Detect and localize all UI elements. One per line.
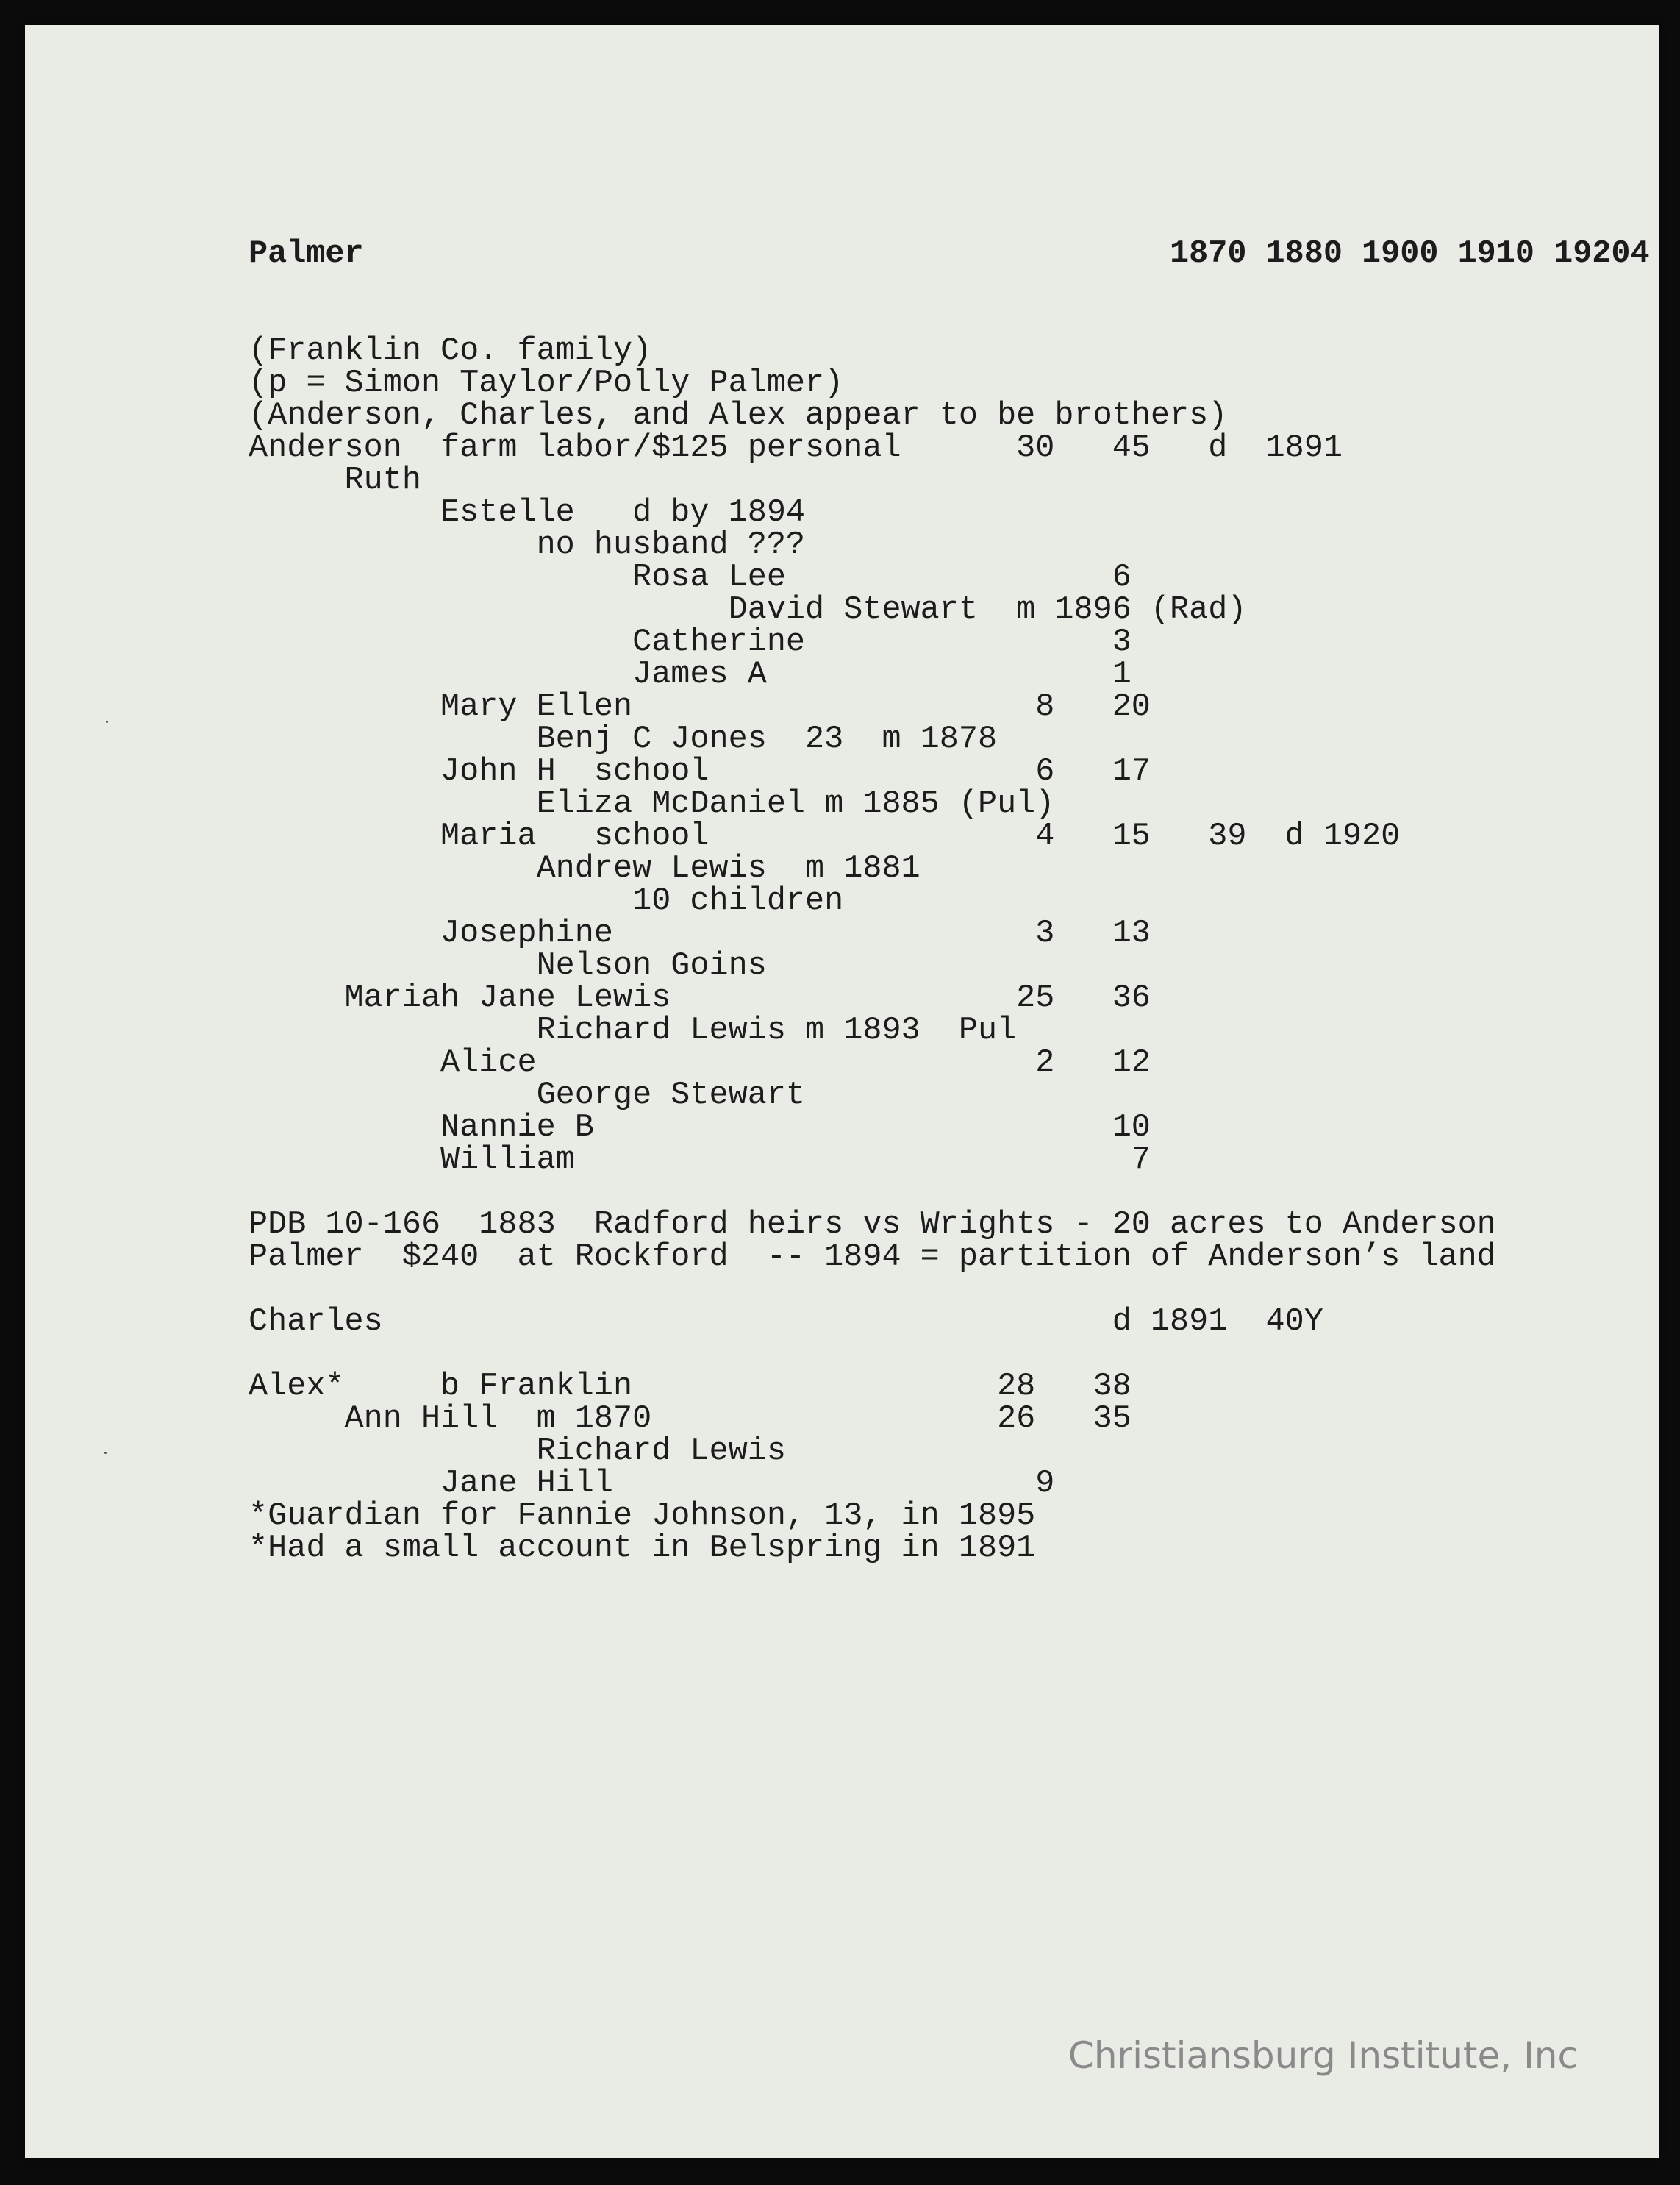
doc-line: Ann Hill m 1870 26 35 [249, 1401, 1132, 1437]
doc-line [249, 303, 1650, 335]
doc-line: Alex* b Franklin 28 38 [249, 1369, 1132, 1405]
doc-line: Nelson Goins [249, 948, 767, 984]
paper-speck [104, 1452, 107, 1454]
doc-line: Jane Hill 9 [249, 1466, 1055, 1502]
doc-line: Catherine 3 [249, 624, 1132, 660]
doc-line: no husband ??? [249, 527, 806, 563]
doc-line: Mariah Jane Lewis 25 36 [249, 980, 1151, 1016]
doc-line: Estelle d by 1894 [249, 495, 806, 531]
doc-line: James A 1 [249, 657, 1132, 693]
doc-line: 10 children [249, 883, 844, 919]
doc-line: Palmer $240 at Rockford -- 1894 = partition of Anderson’s land [249, 1239, 1496, 1275]
doc-line: Charles d 1891 40Y [249, 1304, 1323, 1340]
doc-line: *Had a small account in Belspring in 1891 [249, 1530, 1036, 1566]
doc-line: Anderson farm labor/$125 personal 30 45 d 1891 [249, 430, 1343, 466]
doc-line [249, 1339, 1650, 1371]
doc-line: George Stewart [249, 1077, 806, 1113]
doc-line: Maria school 4 15 39 d 1920 [249, 819, 1401, 855]
doc-line: PDB 10-166 1883 Radford heirs vs Wrights - 20 acres to Anderson [249, 1207, 1496, 1243]
paper-speck [106, 721, 108, 723]
doc-line: *Guardian for Fannie Johnson, 13, in 1895 [249, 1498, 1036, 1534]
doc-line: Eliza McDaniel m 1885 (Pul) [249, 786, 1055, 822]
doc-line: Palmer 1870 1880 1900 1910 19204 [249, 236, 1650, 272]
doc-line: Ruth [249, 463, 421, 499]
doc-line: Mary Ellen 8 20 [249, 689, 1151, 725]
doc-line: William 7 [249, 1142, 1151, 1178]
typed-record [249, 238, 1650, 1565]
doc-line: Richard Lewis m 1893 Pul [249, 1013, 1017, 1049]
doc-line: Josephine 3 13 [249, 916, 1151, 952]
doc-line: John H school 6 17 [249, 754, 1151, 790]
doc-line: (Anderson, Charles, and Alex appear to be brothers) [249, 398, 1228, 434]
doc-line: (p = Simon Taylor/Polly Palmer) [249, 366, 844, 402]
watermark-text: Christiansburg Institute, Inc [1068, 2034, 1578, 2077]
doc-line [249, 1177, 1650, 1209]
doc-line: Alice 2 12 [249, 1045, 1151, 1081]
doc-line [249, 1274, 1650, 1306]
doc-line: Richard Lewis [249, 1433, 786, 1469]
doc-line: Rosa Lee 6 [249, 560, 1132, 596]
doc-line: Benj C Jones 23 m 1878 [249, 721, 998, 758]
doc-line: Andrew Lewis m 1881 [249, 851, 921, 887]
doc-line [249, 271, 1650, 303]
doc-line: Nannie B 10 [249, 1110, 1151, 1146]
document-page [25, 25, 1659, 2158]
doc-line: (Franklin Co. family) [249, 333, 652, 369]
doc-line: David Stewart m 1896 (Rad) [249, 592, 1247, 628]
